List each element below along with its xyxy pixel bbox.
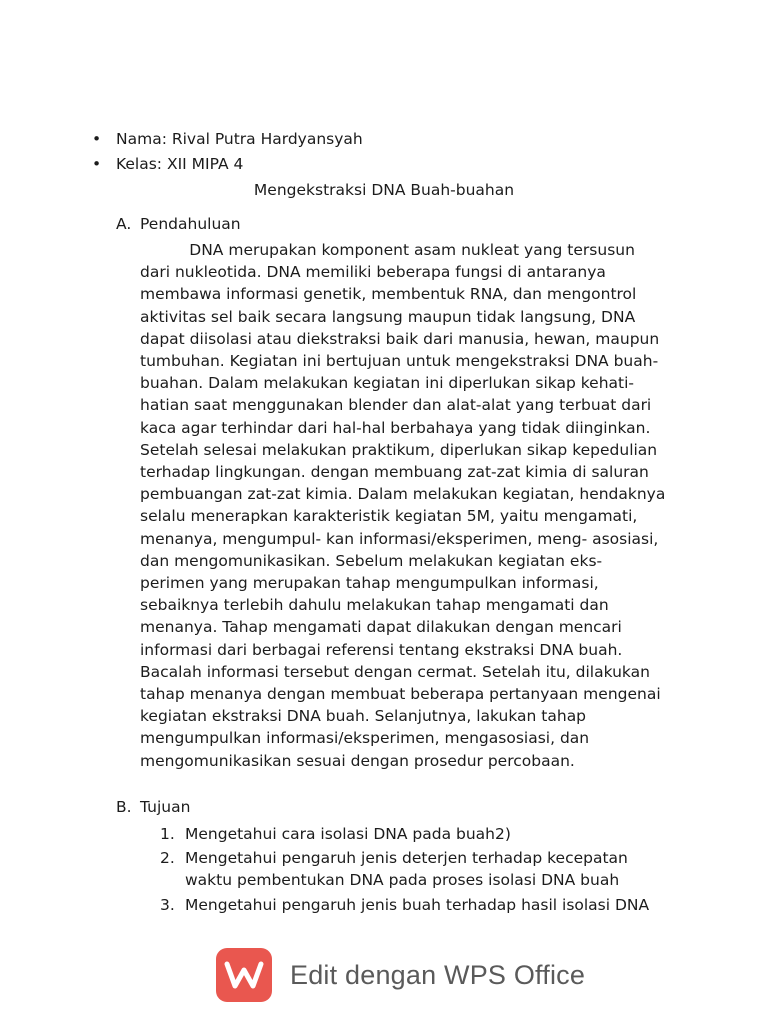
- paragraph-line: tumbuhan. Kegiatan ini bertujuan untuk mengekstraksi DNA buah-: [140, 352, 659, 371]
- paragraph-line: kegiatan ekstraksi DNA buah. Selanjutnya, lakukan tahap: [140, 707, 587, 726]
- paragraph-line: dapat diisolasi atau diekstraksi baik dari manusia, hewan, maupun: [140, 329, 660, 348]
- introduction-paragraph: [140, 239, 680, 772]
- section-a-heading: [116, 215, 241, 233]
- wps-watermark: [216, 948, 585, 1002]
- student-name: Nama: Rival Putra Hardyansyah: [116, 130, 363, 148]
- paragraph-line: dan mengomunikasikan. Sebelum melakukan kegiatan eks-: [140, 551, 603, 570]
- document-title: Mengekstraksi DNA Buah-buahan: [253, 181, 515, 199]
- goal-text: Mengetahui pengaruh jenis buah terhadap hasil isolasi DNA: [185, 895, 650, 914]
- section-b-marker: B.: [116, 798, 132, 816]
- goal-number: 3.: [160, 895, 175, 914]
- watermark-text: Edit dengan WPS Office: [290, 959, 586, 990]
- paragraph-line: aktivitas sel baik secara langsung maupun tidak langsung, DNA: [140, 307, 636, 326]
- list-item: [160, 823, 665, 845]
- bullet-icon: •: [92, 130, 102, 148]
- paragraph-line: selalu menerapkan karakteristik kegiatan 5M, yaitu mengamati,: [140, 507, 638, 526]
- paragraph-line: tahap menanya dengan membuat beberapa pertanyaan mengenai: [140, 685, 661, 704]
- bullet-icon: •: [92, 155, 102, 173]
- paragraph-line: kaca agar terhindar dari hal-hal berbahaya yang tidak diinginkan.: [140, 418, 651, 437]
- goal-text: Mengetahui pengaruh jenis deterjen terhadap kecepatan waktu pembentukan DNA pada proses isolasi DNA buah: [185, 849, 628, 890]
- student-class: Kelas: XII MIPA 4: [116, 155, 244, 173]
- paragraph-line: dari nukleotida. DNA memiliki beberapa fungsi di antaranya: [140, 263, 606, 282]
- goal-number: 1.: [160, 825, 175, 843]
- paragraph-line: Bacalah informasi tersebut dengan cermat. Setelah itu, dilakukan: [140, 662, 650, 681]
- paragraph-line: buahan. Dalam melakukan kegiatan ini diperlukan sikap kehati-: [140, 374, 635, 393]
- goal-number: 2.: [160, 849, 175, 868]
- paragraph-line: menanya, mengumpul- kan informasi/eksperimen, meng- asosiasi,: [140, 529, 659, 548]
- paragraph-line: sebaiknya terlebih dahulu melakukan tahap mengamati dan: [140, 596, 609, 615]
- section-b-title: Tujuan: [140, 798, 191, 816]
- goals-list: [160, 823, 665, 918]
- list-item: [92, 152, 363, 177]
- paragraph-line: menanya. Tahap mengamati dapat dilakukan dengan mencari: [140, 618, 622, 637]
- paragraph-line: terhadap lingkungan. dengan membuang zat-zat kimia di saluran: [140, 463, 649, 482]
- paragraph-line: pembuangan zat-zat kimia. Dalam melakukan kegiatan, hendaknya: [140, 485, 666, 504]
- student-info-list: [92, 127, 363, 177]
- section-a-title: Pendahuluan: [140, 215, 241, 233]
- list-item: [160, 894, 665, 916]
- wps-w-logo-icon: [216, 948, 272, 1002]
- paragraph-line: hatian saat menggunakan blender dan alat-alat yang terbuat dari: [140, 396, 652, 415]
- paragraph-line: mengomunikasikan sesuai dengan prosedur percobaan.: [140, 751, 575, 770]
- paragraph-line: DNA merupakan komponent asam nukleat yang tersusun: [140, 241, 635, 259]
- paragraph-line: mengumpulkan informasi/eksperimen, mengasosiasi, dan: [140, 729, 590, 748]
- section-a-marker: A.: [116, 215, 132, 233]
- section-b-heading: [116, 798, 190, 816]
- paragraph-line: membawa informasi genetik, membentuk RNA, dan mengontrol: [140, 285, 637, 304]
- goal-text: Mengetahui cara isolasi DNA pada buah2): [185, 825, 511, 843]
- list-item: [160, 847, 665, 891]
- paragraph-line: Setelah selesai melakukan praktikum, diperlukan sikap kepedulian: [140, 440, 658, 459]
- wps-w-glyph: [224, 960, 264, 990]
- paragraph-line: informasi dari berbagai referensi tentang ekstraksi DNA buah.: [140, 640, 623, 659]
- list-item: [92, 127, 363, 152]
- paragraph-line: perimen yang merupakan tahap mengumpulkan informasi,: [140, 574, 599, 593]
